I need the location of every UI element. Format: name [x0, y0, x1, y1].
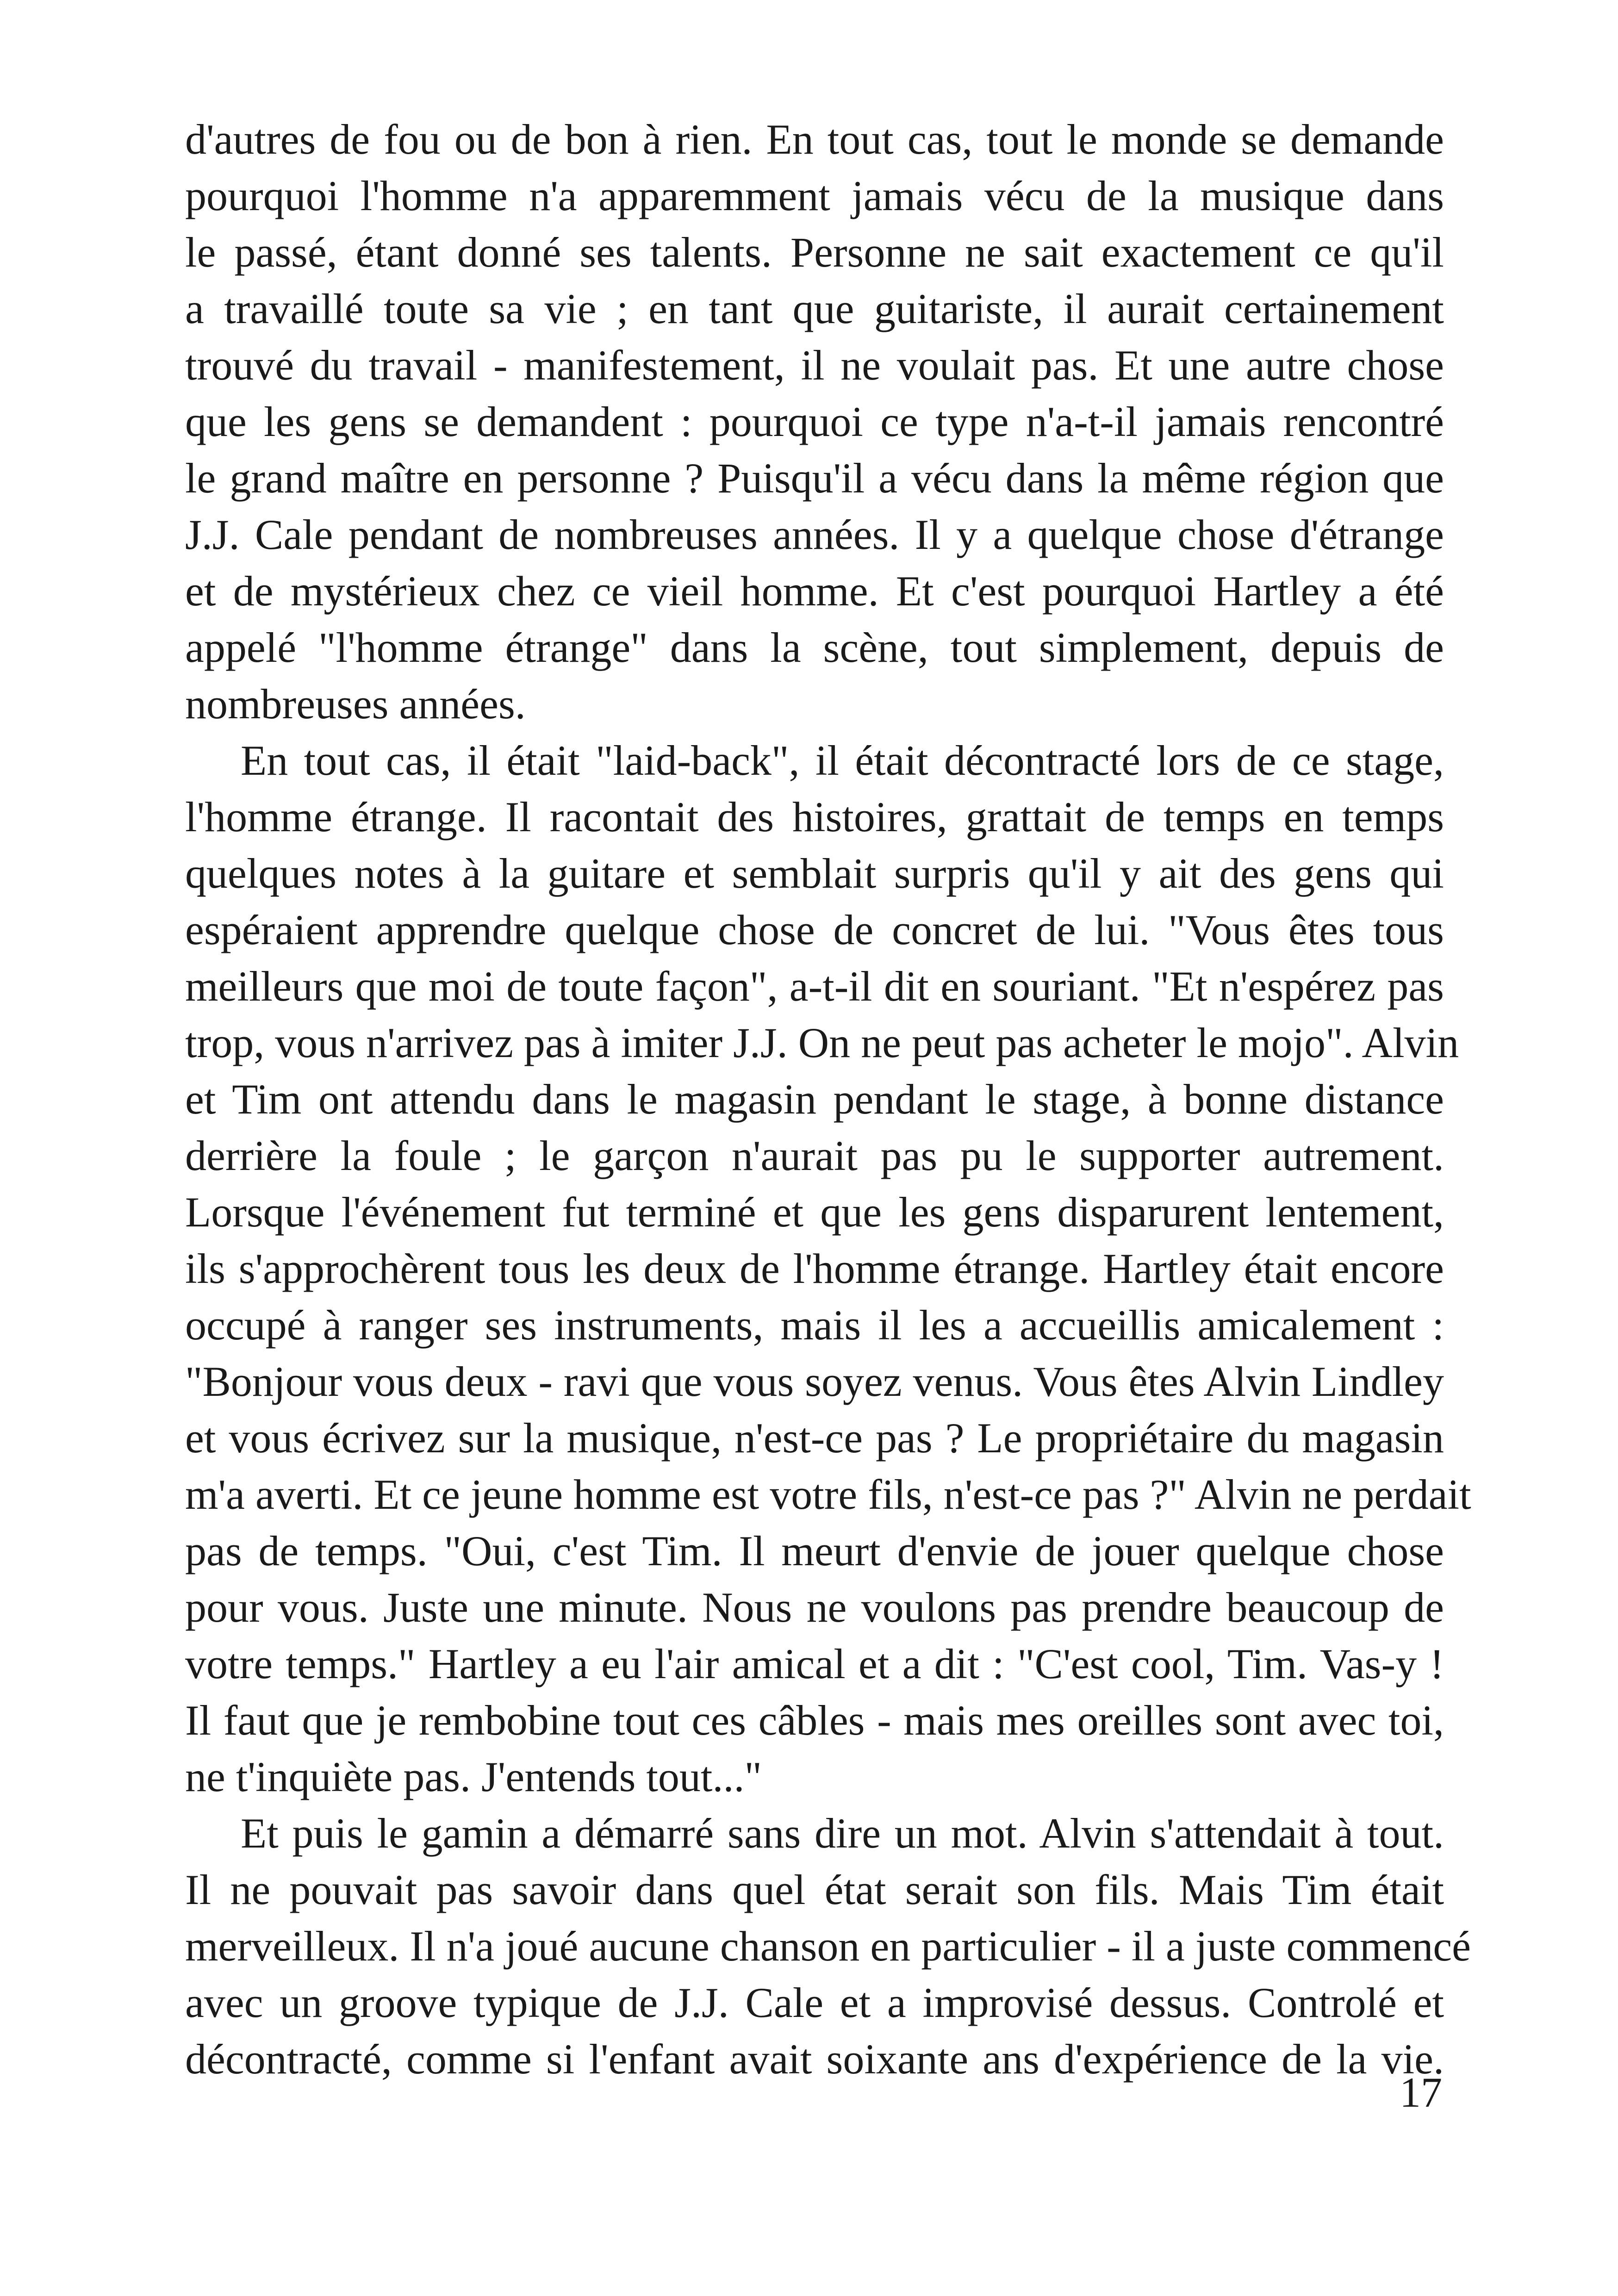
text-line: votre temps." Hartley a eu l'air amical et a dit : "C'est cool, Tim. Vas-y ! [185, 1640, 1444, 1687]
text-line: quelques notes à la guitare et semblait surpris qu'il y ait des gens qui [185, 850, 1444, 897]
text-line: le passé, étant donné ses talents. Personne ne sait exactement ce qu'il [185, 229, 1444, 276]
text-line: occupé à ranger ses instruments, mais il les a accueillis amicalement : [185, 1301, 1444, 1349]
text-line: pas de temps. "Oui, c'est Tim. Il meurt d'envie de jouer quelque chose [185, 1527, 1444, 1574]
text-line: et Tim ont attendu dans le magasin pendant le stage, à bonne distance [185, 1076, 1444, 1123]
text-line: et de mystérieux chez ce vieil homme. Et c'est pourquoi Hartley a été [185, 567, 1444, 615]
text-line: que les gens se demandent : pourquoi ce type n'a-t-il jamais rencontré [185, 398, 1444, 445]
text-line: pourquoi l'homme n'a apparemment jamais vécu de la musique dans [185, 172, 1444, 219]
text-line: l'homme étrange. Il racontait des histoires, grattait de temps en temps [185, 793, 1444, 840]
text-line: a travaillé toute sa vie ; en tant que guitariste, il aurait certainement [185, 285, 1444, 332]
text-line: m'a averti. Et ce jeune homme est votre fils, n'est-ce pas ?" Alvin ne perdait [185, 1471, 1471, 1518]
text-line: trouvé du travail - manifestement, il ne voulait pas. Et une autre chose [185, 342, 1444, 389]
text-line: et vous écrivez sur la musique, n'est-ce pas ? Le propriétaire du magasin [185, 1414, 1444, 1462]
text-line: ne t'inquiète pas. J'entends tout..." [185, 1753, 762, 1800]
paragraph-1 [185, 111, 1444, 732]
text-line: derrière la foule ; le garçon n'aurait pas pu le supporter autrement. [185, 1132, 1444, 1179]
text-line: Il ne pouvait pas savoir dans quel état serait son fils. Mais Tim était [185, 1866, 1444, 1913]
text-line: décontracté, comme si l'enfant avait soixante ans d'expérience de la vie. [185, 2035, 1444, 2083]
text-line: meilleurs que moi de toute façon", a-t-il dit en souriant. "Et n'espérez pas [185, 963, 1444, 1010]
text-line: trop, vous n'arrivez pas à imiter J.J. On ne peut pas acheter le mojo". Alvin [185, 1019, 1459, 1066]
page-body [185, 111, 1471, 2101]
text-line: Il faut que je rembobine tout ces câbles - mais mes oreilles sont avec toi, [185, 1697, 1444, 1744]
paragraph-3 [185, 1805, 1471, 2087]
text-line: nombreuses années. [185, 680, 526, 728]
paragraph-2 [185, 732, 1471, 1805]
text-line: J.J. Cale pendant de nombreuses années. Il y a quelque chose d'étrange [185, 511, 1444, 558]
text-line: ils s'approchèrent tous les deux de l'homme étrange. Hartley était encore [185, 1245, 1444, 1292]
text-line: merveilleux. Il n'a joué aucune chanson en particulier - il a juste commencé [185, 1923, 1471, 1970]
text-line: espéraient apprendre quelque chose de concret de lui. "Vous êtes tous [185, 906, 1444, 953]
text-line: Et puis le gamin a démarré sans dire un mot. Alvin s'attendait à tout. [241, 1810, 1444, 1857]
text-line: appelé "l'homme étrange" dans la scène, tout simplement, depuis de [185, 624, 1444, 671]
text-line: pour vous. Juste une minute. Nous ne voulons pas prendre beaucoup de [185, 1584, 1444, 1631]
text-line: avec un groove typique de J.J. Cale et a improvisé dessus. Controlé et [185, 1979, 1444, 2026]
text-line: d'autres de fou ou de bon à rien. En tout cas, tout le monde se demande [185, 116, 1444, 163]
text-line: Lorsque l'événement fut terminé et que les gens disparurent lentement, [185, 1188, 1444, 1236]
text-line: "Bonjour vous deux - ravi que vous soyez venus. Vous êtes Alvin Lindley [185, 1358, 1444, 1405]
page-number: 17 [1400, 2069, 1442, 2116]
text-line: le grand maître en personne ? Puisqu'il a vécu dans la même région que [185, 454, 1444, 502]
text-line: En tout cas, il était "laid-back", il était décontracté lors de ce stage, [241, 737, 1444, 784]
